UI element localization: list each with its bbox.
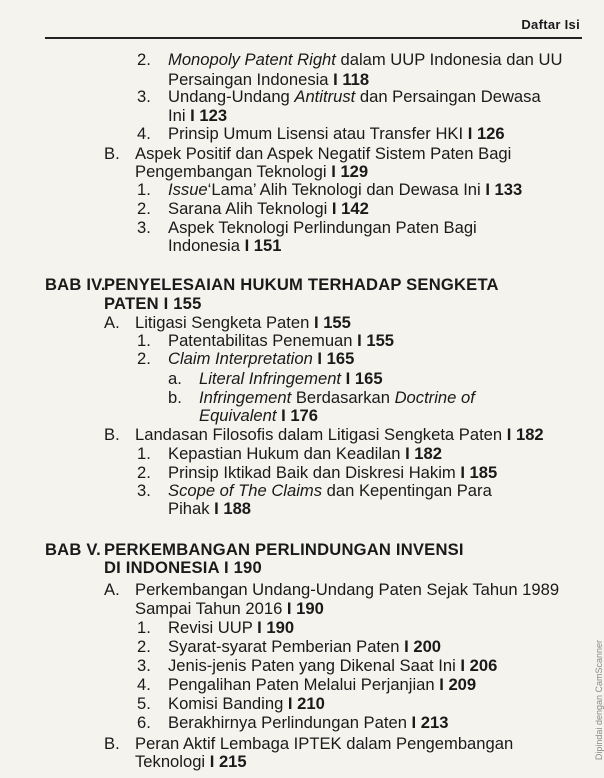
chapter-number: BAB V. <box>45 540 101 559</box>
entry-italic: Literal Infringement <box>199 369 342 388</box>
toc-entry-continued[interactable] <box>135 752 247 772</box>
entry-text: Syarat-syarat Pemberian Paten <box>168 637 405 656</box>
page-number: I 129 <box>331 162 369 181</box>
entry-number: 3. <box>137 87 151 106</box>
entry-text: Aspek Teknologi Perlindungan Paten Bagi <box>168 218 477 237</box>
entry-italic-2: Doctrine of <box>394 388 475 407</box>
page-number: I 209 <box>439 675 477 694</box>
entry-number: 3. <box>137 218 151 237</box>
page-number: I 188 <box>214 499 252 518</box>
entry-italic: Issue <box>168 180 208 199</box>
chapter-title: PERKEMBANGAN PERLINDUNGAN INVENSI <box>104 540 464 559</box>
entry-text: Prinsip Umum Lisensi atau Transfer HKI <box>168 124 468 143</box>
entry-italic: Antitrust <box>294 87 356 106</box>
entry-text: Aspek Positif dan Aspek Negatif Sistem Paten Bagi <box>135 144 512 163</box>
entry-letter: a. <box>168 369 182 388</box>
page-number: I 123 <box>190 106 228 125</box>
page-number: I 155 <box>313 313 351 332</box>
entry-number: 4. <box>137 675 151 694</box>
page-number: I 142 <box>331 199 369 218</box>
page-number: I 126 <box>467 124 505 143</box>
page-number: I 118 <box>333 70 370 89</box>
chapter-number: BAB IV. <box>45 275 106 294</box>
entry-text: Landasan Filosofis dalam Litigasi Sengketa Paten <box>135 425 507 444</box>
entry-number: 2. <box>137 199 151 218</box>
entry-text: Litigasi Sengketa Paten <box>135 313 314 332</box>
entry-text-2: dan Persaingan Dewasa <box>355 87 541 106</box>
toc-entry-continued[interactable] <box>199 406 318 426</box>
page-number: I 190 <box>257 618 295 637</box>
entry-number: 4. <box>137 124 151 143</box>
entry-number: 1. <box>137 180 151 199</box>
entry-italic: Equivalent <box>199 406 277 425</box>
chapter-title: PENYELESAIAN HUKUM TERHADAP SENGKETA <box>104 275 499 294</box>
entry-text: dalam UUP Indonesia dan UU <box>335 50 563 69</box>
entry-text: Teknologi <box>135 752 210 771</box>
entry-number: 6. <box>137 713 151 732</box>
page-number: I 151 <box>244 236 282 255</box>
entry-text: Sampai Tahun 2016 <box>135 599 287 618</box>
entry-letter: b. <box>168 388 182 407</box>
entry-number: 1. <box>137 618 151 637</box>
scanner-watermark: Dipindai dengan CamScanner <box>594 640 604 761</box>
entry-number: 1. <box>137 444 151 463</box>
toc-entry-continued[interactable] <box>135 599 324 619</box>
entry-text: Peran Aktif Lembaga IPTEK dalam Pengembangan <box>135 734 514 753</box>
toc-entry-continued[interactable] <box>168 106 227 126</box>
header-title: Daftar Isi <box>521 17 580 32</box>
entry-letter: A. <box>104 313 120 332</box>
page-number: I 206 <box>460 656 498 675</box>
entry-text: Pengalihan Paten Melalui Perjanjian <box>168 675 440 694</box>
entry-text: Undang-Undang <box>168 87 295 106</box>
entry-text: Berakhirnya Perlindungan Paten <box>168 713 412 732</box>
entry-italic: Scope of The Claims <box>168 481 323 500</box>
chapter-title: DI INDONESIA <box>104 558 224 577</box>
entry-text: Indonesia <box>168 236 245 255</box>
entry-number: 2. <box>137 637 151 656</box>
entry-text: Perkembangan Undang-Undang Paten Sejak Tahun 1989 <box>135 580 560 599</box>
toc-entry-continued[interactable] <box>168 236 282 256</box>
page-number: I 155 <box>163 294 202 313</box>
entry-italic: Infringement <box>199 388 292 407</box>
toc-entry-continued[interactable] <box>135 162 368 182</box>
page-number: I 215 <box>209 752 247 771</box>
entry-number: 1. <box>137 331 151 350</box>
entry-text: Sarana Alih Teknologi <box>168 199 332 218</box>
entry-text: Pihak <box>168 499 215 518</box>
entry-text: Komisi Banding <box>168 694 288 713</box>
entry-text: Patentabilitas Penemuan <box>168 331 358 350</box>
entry-number: 3. <box>137 656 151 675</box>
page-number: I 213 <box>411 713 449 732</box>
page-number: I 210 <box>287 694 325 713</box>
entry-text: Berdasarkan <box>291 388 395 407</box>
page-number: I 190 <box>286 599 324 618</box>
entry-number: 3. <box>137 481 151 500</box>
entry-number: 2. <box>137 349 151 368</box>
entry-italic: Claim Interpretation <box>168 349 313 368</box>
page-number: I 200 <box>404 637 442 656</box>
entry-letter: A. <box>104 580 120 599</box>
page-number: I 165 <box>341 369 383 388</box>
entry-letter: B. <box>104 144 120 163</box>
header-rule <box>45 37 582 39</box>
chapter-title: PATEN <box>104 294 164 313</box>
entry-text: Revisi UUP <box>168 618 258 637</box>
page-number: I 182 <box>506 425 544 444</box>
entry-text: Prinsip Iktikad Baik dan Diskresi Hakim <box>168 463 461 482</box>
entry-text: Pengembangan Teknologi <box>135 162 332 181</box>
entry-number: 2. <box>137 50 151 69</box>
entry-italic: Monopoly Patent Right <box>168 50 336 69</box>
entry-number: 5. <box>137 694 151 713</box>
page-number: I 185 <box>460 463 498 482</box>
page-number: I 133 <box>485 180 523 199</box>
chapter-heading-continued[interactable] <box>104 294 202 314</box>
entry-letter: B. <box>104 425 120 444</box>
entry-text: Ini <box>168 106 191 125</box>
entry-text: Persaingan Indonesia <box>168 70 334 89</box>
entry-number: 2. <box>137 463 151 482</box>
page-number: I 165 <box>312 349 355 368</box>
page-number: I 182 <box>405 444 442 463</box>
entry-text: Kepastian Hukum dan Keadilan <box>168 444 406 463</box>
entry-text: dan Kepentingan Para <box>322 481 492 500</box>
page-number: I 176 <box>276 406 319 425</box>
page-number: I 190 <box>224 558 262 577</box>
entry-letter: B. <box>104 734 120 753</box>
page-number: I 155 <box>357 331 395 350</box>
toc-entry-continued[interactable] <box>168 499 251 519</box>
entry-text: ‘Lama’ Alih Teknologi dan Dewasa Ini <box>207 180 486 199</box>
entry-text: Jenis-jenis Paten yang Dikenal Saat Ini <box>168 656 461 675</box>
chapter-heading-continued[interactable] <box>104 558 262 578</box>
